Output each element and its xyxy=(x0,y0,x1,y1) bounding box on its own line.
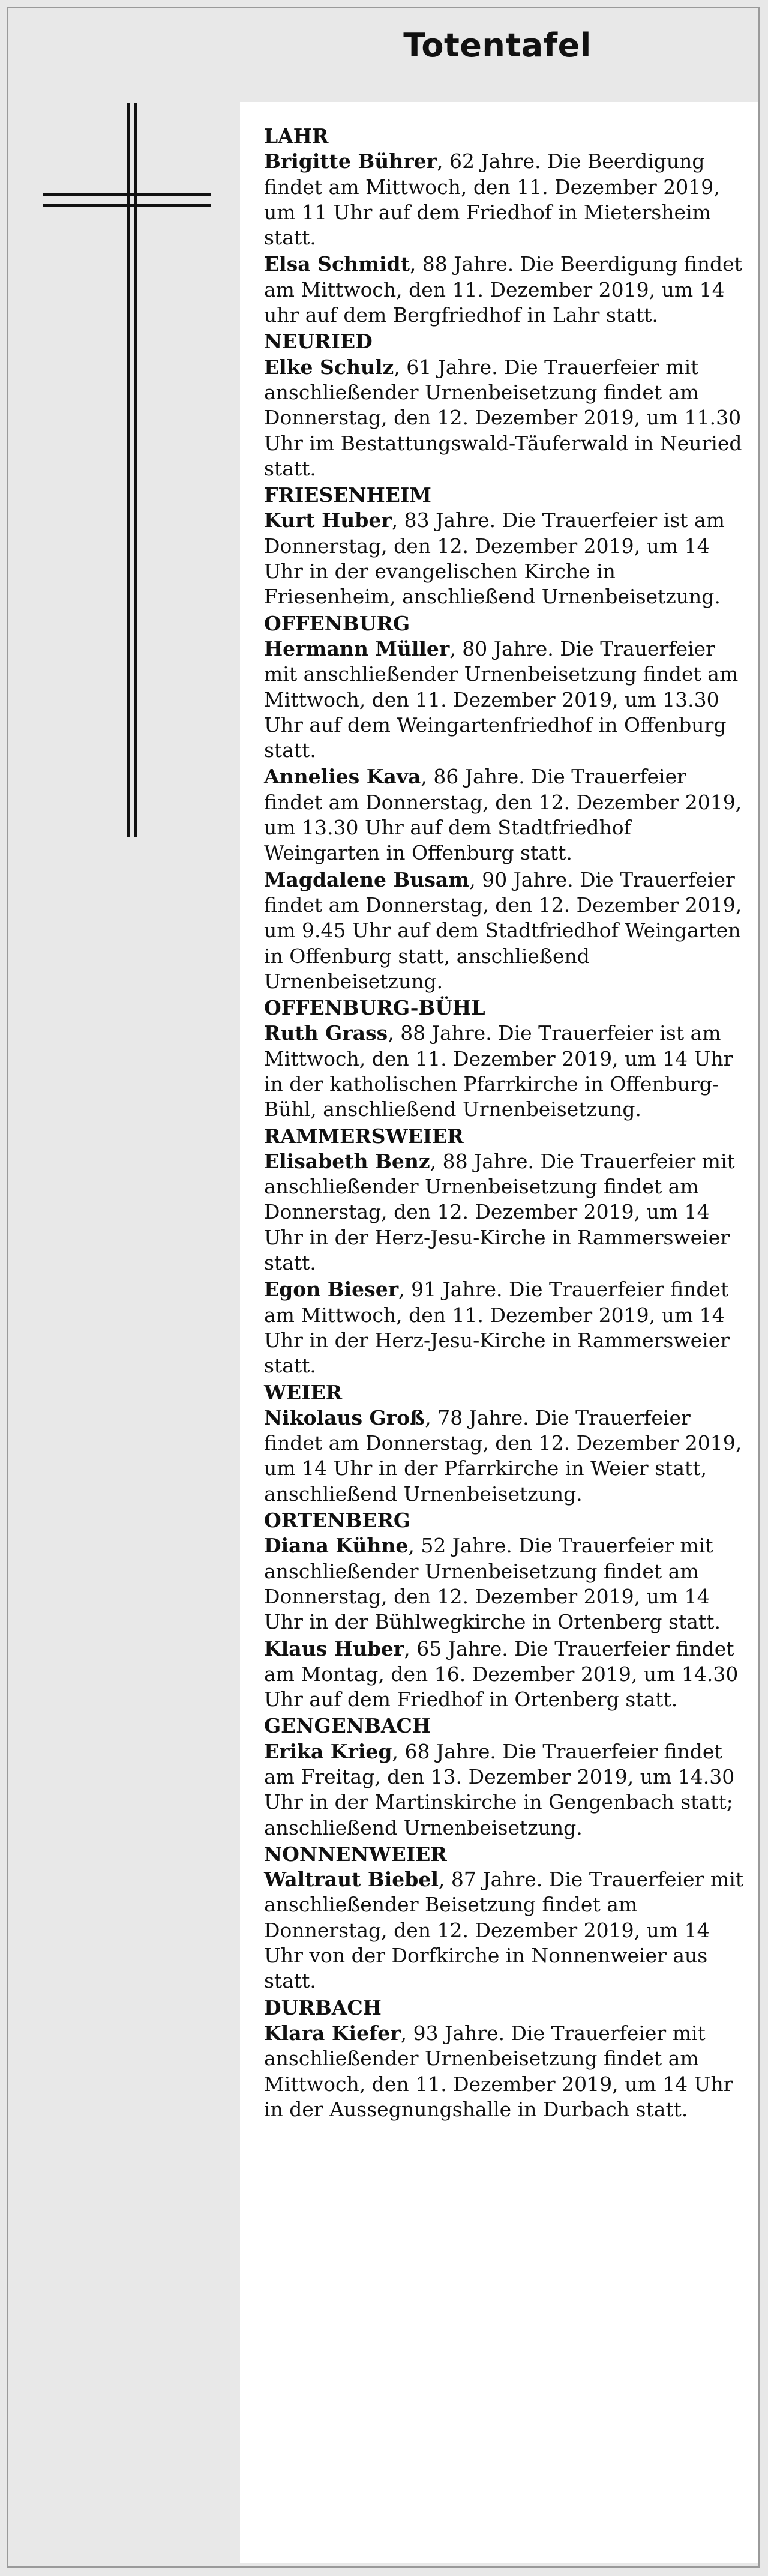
section-ortenberg xyxy=(264,1508,744,1712)
entry-text: , 78 Jahre. Die Trauerfeier findet am Donnerstag, den 12. Dezember 2019, um 14 Uhr in der Pfarrkirche in Weier statt, anschließend Urnenbeisetzung. xyxy=(264,1405,742,1506)
deceased-name: Kurt Huber xyxy=(264,508,392,532)
entry-text: , 65 Jahre. Die Trauerfeier findet am Montag, den 16. Dezember 2019, um 14.30 Uhr auf dem Friedhof in Ortenberg statt. xyxy=(264,1636,739,1712)
deceased-name: Ruth Grass xyxy=(264,1021,388,1045)
obituary-entry xyxy=(264,1405,744,1507)
deceased-name: Elisabeth Benz xyxy=(264,1149,430,1173)
obituary-entry xyxy=(264,2021,744,2122)
section-rammersweier xyxy=(264,1124,744,1379)
deceased-name: Nikolaus Groß xyxy=(264,1405,425,1429)
place-heading: OFFENBURG xyxy=(264,611,410,635)
deceased-name: Erika Krieg xyxy=(264,1739,392,1763)
place-heading: NONNENWEIER xyxy=(264,1842,447,1866)
obituary-entry xyxy=(264,636,744,763)
obituary-entry xyxy=(264,1739,744,1841)
section-weier xyxy=(264,1380,744,1507)
page-title: Totentafel xyxy=(403,26,592,64)
entry-text: , 52 Jahre. Die Trauerfeier mit anschließender Urnenbeisetzung findet am Donnerstag, den 12. Dezember 2019, um 14 Uhr in der Bühlwegkirche in Ortenberg statt. xyxy=(264,1534,721,1634)
cross-icon xyxy=(43,103,211,837)
entry-text: , 61 Jahre. Die Trauerfeier mit anschließender Urnenbeisetzung findet am Donnerstag, den 12. Dezember 2019, um 11.30 Uhr im Bestattungswald-Täuferwald in Neuried statt. xyxy=(264,355,742,480)
obituary-list xyxy=(240,102,758,2563)
place-heading: FRIESENHEIM xyxy=(264,483,431,507)
obituary-entry xyxy=(264,1149,744,1276)
entry-text: , 80 Jahre. Die Trauerfeier mit anschließender Urnenbeisetzung findet am Mittwoch, den 11. Dezember 2019, um 13.30 Uhr auf dem Weingartenfriedhof in Offenburg statt. xyxy=(264,636,739,762)
section-lahr xyxy=(264,124,744,328)
deceased-name: Hermann Müller xyxy=(264,636,450,660)
entry-text: , 91 Jahre. Die Trauerfeier findet am Mittwoch, den 11. Dezember 2019, um 14 Uhr in der Herz-Jesu-Kirche in Rammersweier statt. xyxy=(264,1277,730,1378)
obituary-entry xyxy=(264,355,744,481)
place-heading: NEURIED xyxy=(264,330,373,354)
obituary-entry xyxy=(264,1867,744,1994)
entry-text: , 88 Jahre. Die Trauerfeier mit anschließender Urnenbeisetzung findet am Donnerstag, den 12. Dezember 2019, um 14 Uhr in der Herz-Jesu-Kirche in Rammersweier statt. xyxy=(264,1149,735,1275)
place-heading: RAMMERSWEIER xyxy=(264,1124,464,1148)
deceased-name: Klara Kiefer xyxy=(264,2021,401,2045)
deceased-name: Annelies Kava xyxy=(264,765,421,789)
obituary-frame xyxy=(7,7,760,2568)
entry-text: , 88 Jahre. Die Beerdigung findet am Mittwoch, den 11. Dezember 2019, um 14 uhr auf dem Bergfriedhof in Lahr statt. xyxy=(264,252,742,327)
cross-horizontal-bar-top xyxy=(43,193,211,196)
entry-text: , 83 Jahre. Die Trauerfeier ist am Donnerstag, den 12. Dezember 2019, um 14 Uhr in der evangelischen Kirche in Friesenheim, anschließend Urnenbeisetzung. xyxy=(264,508,725,609)
entry-text: , 90 Jahre. Die Trauerfeier findet am Donnerstag, den 12. Dezember 2019, um 9.45 Uhr auf dem Stadtfriedhof Weingarten in Offenburg statt, anschließend Urnenbeisetzung. xyxy=(264,867,742,993)
entry-text: , 86 Jahre. Die Trauerfeier findet am Donnerstag, den 12. Dezember 2019, um 13.30 Uhr auf dem Stadtfriedhof Weingarten in Offenburg statt. xyxy=(264,765,742,865)
section-nonnenweier xyxy=(264,1842,744,1994)
obituary-entry xyxy=(264,1636,744,1713)
entry-text: , 62 Jahre. Die Beerdigung findet am Mittwoch, den 11. Dezember 2019, um 11 Uhr auf dem Friedhof in Mietersheim statt. xyxy=(264,149,720,250)
deceased-name: Klaus Huber xyxy=(264,1636,404,1661)
entry-text: , 93 Jahre. Die Trauerfeier mit anschließender Urnenbeisetzung findet am Mittwoch, den 11. Dezember 2019, um 14 Uhr in der Aussegnungshalle in Durbach statt. xyxy=(264,2021,733,2121)
deceased-name: Magdalene Busam xyxy=(264,867,470,891)
deceased-name: Diana Kühne xyxy=(264,1534,409,1558)
section-neuried xyxy=(264,329,744,481)
place-heading: OFFENBURG-BÜHL xyxy=(264,996,485,1020)
place-heading: DURBACH xyxy=(264,1995,382,2019)
place-heading: WEIER xyxy=(264,1380,343,1404)
section-friesenheim xyxy=(264,483,744,609)
deceased-name: Elke Schulz xyxy=(264,355,394,379)
obituary-entry xyxy=(264,867,744,994)
entry-text: , 88 Jahre. Die Trauerfeier ist am Mittwoch, den 11. Dezember 2019, um 14 Uhr in der katholischen Pfarrkirche in Offenburg-Bühl, anschließend Urnenbeisetzung. xyxy=(264,1021,733,1121)
obituary-entry xyxy=(264,1533,744,1635)
cross-vertical-bar-right xyxy=(134,103,137,837)
deceased-name: Egon Bieser xyxy=(264,1277,399,1302)
entry-text: , 87 Jahre. Die Trauerfeier mit anschließender Beisetzung findet am Donnerstag, den 12. Dezember 2019, um 14 Uhr von der Dorfkirche in Nonnenweier aus statt. xyxy=(264,1868,744,1993)
cross-vertical-bar-left xyxy=(127,103,130,837)
deceased-name: Waltraut Biebel xyxy=(264,1868,439,1892)
obituary-entry xyxy=(264,764,744,866)
place-heading: GENGENBACH xyxy=(264,1714,431,1738)
obituary-entry xyxy=(264,1021,744,1122)
deceased-name: Elsa Schmidt xyxy=(264,252,410,276)
deceased-name: Brigitte Bührer xyxy=(264,149,437,173)
section-durbach xyxy=(264,1995,744,2122)
section-gengenbach xyxy=(264,1713,744,1840)
obituary-entry xyxy=(264,252,744,328)
obituary-entry xyxy=(264,149,744,250)
place-heading: ORTENBERG xyxy=(264,1509,411,1533)
cross-horizontal-bar-bottom xyxy=(43,204,211,207)
entry-text: , 68 Jahre. Die Trauerfeier findet am Freitag, den 13. Dezember 2019, um 14.30 Uhr in der Martinskirche in Gengenbach statt; anschließend Urnenbeisetzung. xyxy=(264,1739,735,1839)
place-heading: LAHR xyxy=(264,124,329,148)
obituary-entry xyxy=(264,508,744,609)
obituary-entry xyxy=(264,1277,744,1378)
section-offenburg-buehl xyxy=(264,995,744,1122)
section-offenburg xyxy=(264,611,744,994)
